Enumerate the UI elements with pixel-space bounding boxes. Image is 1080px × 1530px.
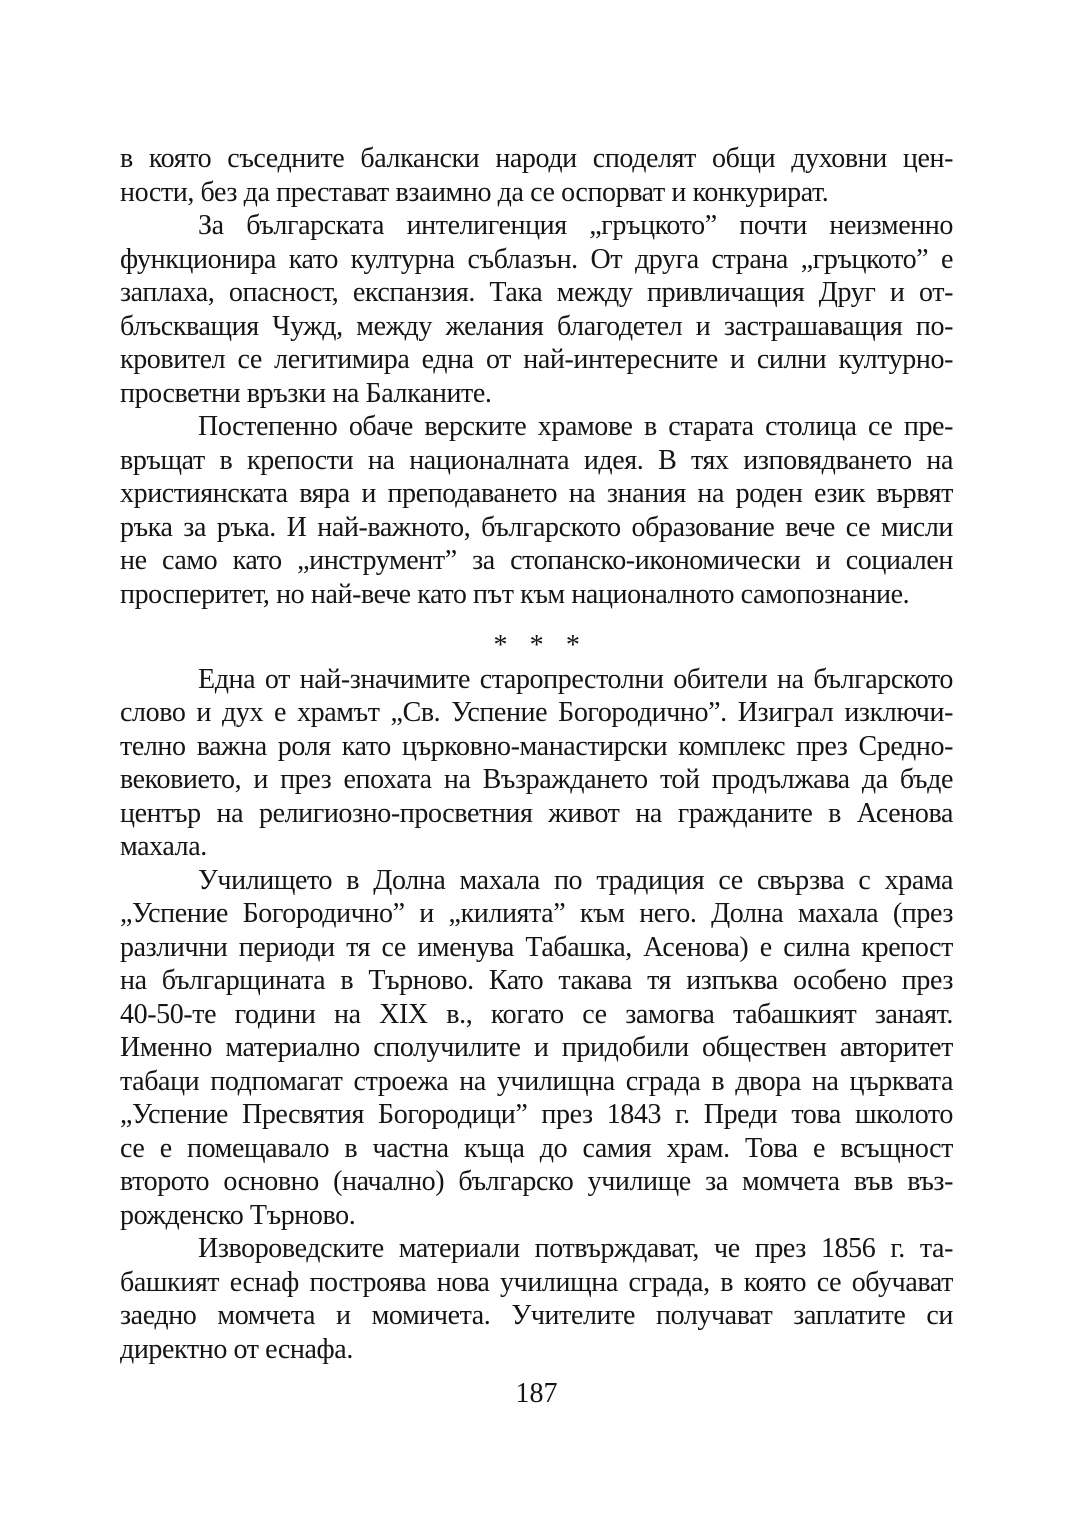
paragraph (120, 142, 953, 209)
text-line: не само като „инструмент” за стопанско-икономически и социален (120, 545, 953, 576)
text-line: второто основно (начално) българско училище за момчета във въз- (120, 1166, 953, 1197)
text-line: директно от еснафа. (120, 1333, 353, 1365)
text-line: За българската интелигенция „гръцкото” почти неизменно (198, 210, 953, 241)
text-line: функционира като културна съблазън. От друга страна „гръцкото” е (120, 243, 953, 275)
text-line: на българщината в Търново. Като такава тя изпъква особено през (120, 965, 953, 996)
text-line: в която съседните балкански народи споделят общи духовни цен- (120, 143, 953, 174)
text-line: заедно момчета и момичета. Учителите получават заплатите си (120, 1300, 953, 1331)
text-line: слово и дух е храмът „Св. Успение Богородично”. Изиграл изключи- (120, 697, 953, 728)
text-line: християнската вяра и преподаването на знания на роден език вървят (120, 478, 953, 509)
text-line: ръка за ръка. И най-важното, българското образование вече се мисли (120, 511, 953, 543)
page-number: 187 (515, 1378, 558, 1409)
text-line: телно важна роля като църковно-манастирски комплекс през Средно- (120, 730, 953, 762)
text-line: заплаха, опасност, експанзия. Така между привличащия Друг и от- (120, 277, 953, 308)
paragraph (120, 410, 953, 611)
paragraph (120, 864, 953, 1233)
text-line: Една от най-значимите старопрестолни обители на българското (198, 663, 953, 695)
text-line: център на религиозно-просветния живот на гражданите в Асенова (120, 797, 953, 829)
text-line: просветни връзки на Балканите. (120, 377, 492, 409)
text-line: се е помещавало в частна къща до самия храм. Това е всъщност (120, 1132, 953, 1164)
section-separator: * * * (493, 630, 580, 661)
paragraph (120, 209, 953, 410)
text-line: рожденско Търново. (120, 1199, 356, 1231)
text-block (120, 142, 953, 1366)
text-line: Именно материално сполучилите и придобили обществен авторитет (120, 1032, 953, 1063)
text-line: вековието, и през епохата на Възраждането той продължава да бъде (120, 764, 953, 795)
paragraph (120, 1232, 953, 1366)
text-line: „Успение Богородично” и „килията” към него. Долна махала (през (120, 898, 953, 929)
text-line: Извороведските материали потвърждават, че през 1856 г. та- (198, 1233, 953, 1264)
text-line: башкият еснаф построява нова училищна сграда, в която се обучават (120, 1266, 953, 1298)
text-line: кровител се легитимира една от най-интересните и силни културно- (120, 344, 953, 375)
text-line: блъскващия Чужд, между желания благодетел и застрашаващия по- (120, 310, 953, 342)
text-line: Постепенно обаче верските храмове в старата столица се пре- (198, 411, 953, 442)
paragraph (120, 663, 953, 864)
text-line: Училището в Долна махала по традиция се свързва с храма (198, 864, 953, 896)
text-line: табаци подпомагат строежа на училищна сграда в двора на църквата (120, 1065, 953, 1097)
text-line: 40-50-те години на XIX в., когато се замогва табашкият занаят. (120, 998, 953, 1030)
text-line: просперитет, но най-вече като път към националното самопознание. (120, 578, 910, 610)
text-line: махала. (120, 831, 207, 862)
text-line: различни периоди тя се именува Табашка, Асенова) е силна крепост (120, 931, 953, 963)
text-line: връщат в крепости на националната идея. В тях изповядването на (120, 444, 953, 476)
text-line: „Успение Пресвятия Богородици” през 1843 г. Преди това школото (120, 1099, 953, 1130)
text-line: ности, без да престават взаимно да се оспорват и конкурират. (120, 176, 829, 208)
